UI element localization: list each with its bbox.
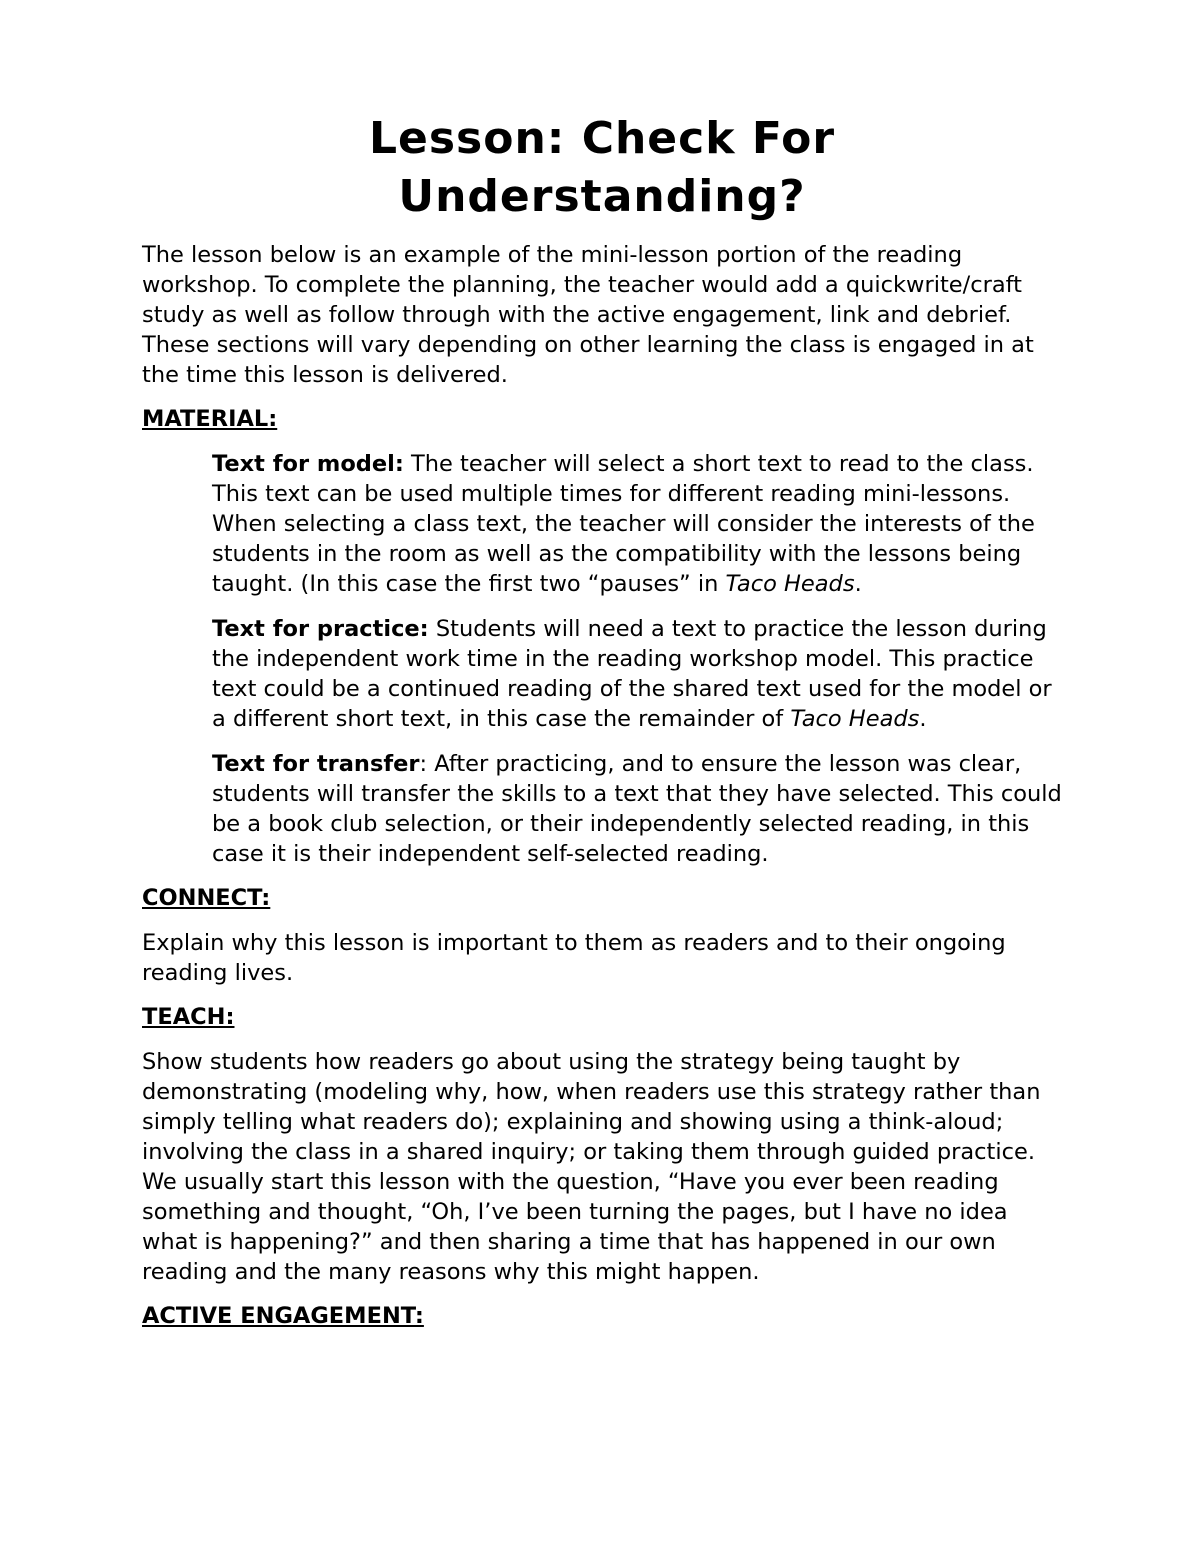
text-for-transfer-paragraph	[212, 749, 1062, 869]
intro-paragraph: The lesson below is an example of the mini-lesson portion of the reading workshop. To complete the planning, the teacher would add a quickwrite/craft study as well as follow through with the active engagement, link and debrief. These sections will vary depending on other learning the class is engaged in at the time this lesson is delivered.	[142, 242, 1034, 388]
document-page	[142, 110, 1062, 1346]
text-for-model-label: Text for model:	[212, 451, 404, 477]
text-for-transfer-body: : After practicing, and to ensure the lesson was clear, students will transfer the skills to a text that they have selected. This could be a book club selection, or their independently selected reading, in this case it is their independent self-selected reading.	[212, 751, 1062, 867]
page-title	[142, 110, 1062, 226]
text-for-model-body: The teacher will select a short text to read to the class. This text can be used multiple times for different reading mini-lessons. When selecting a class text, the teacher will consider the interests of the students in the room as well as the compatibility with the lessons being taught. (In this case the first two “pauses” in	[212, 451, 1035, 597]
title-line-1: Lesson: Check For	[368, 113, 836, 164]
title-line-2: Understanding?	[398, 171, 806, 222]
teach-heading: TEACH:	[142, 1004, 235, 1030]
text-for-transfer-label: Text for transfer	[212, 751, 420, 777]
text-for-practice-end: .	[919, 706, 927, 732]
text-for-practice-paragraph	[212, 614, 1062, 734]
connect-heading: CONNECT:	[142, 885, 271, 911]
connect-paragraph: Explain why this lesson is important to them as readers and to their ongoing reading lives.	[142, 930, 1006, 986]
text-for-practice-label: Text for practice:	[212, 616, 429, 642]
text-for-model-end: .	[854, 571, 862, 597]
text-for-model-title: Taco Heads	[725, 571, 855, 597]
material-heading: MATERIAL:	[142, 406, 278, 432]
text-for-practice-title: Taco Heads	[790, 706, 920, 732]
active-engagement-heading: ACTIVE ENGAGEMENT:	[142, 1303, 424, 1329]
teach-paragraph: Show students how readers go about using the strategy being taught by demonstrating (modeling why, how, when readers use this strategy rather than simply telling what readers do); explaining and showing using a think-aloud; involving the class in a shared inquiry; or taking them through guided practice. We usually start this lesson with the question, “Have you ever been reading something and thought, “Oh, I’ve been turning the pages, but I have no idea what is happening?” and then sharing a time that has happened in our own reading and the many reasons why this might happen.	[142, 1049, 1041, 1285]
text-for-model-paragraph	[212, 449, 1062, 599]
text-for-practice-body: Students will need a text to practice the lesson during the independent work time in the reading workshop model. This practice text could be a continued reading of the shared text used for the model or a different short text, in this case the remainder of	[212, 616, 1052, 732]
